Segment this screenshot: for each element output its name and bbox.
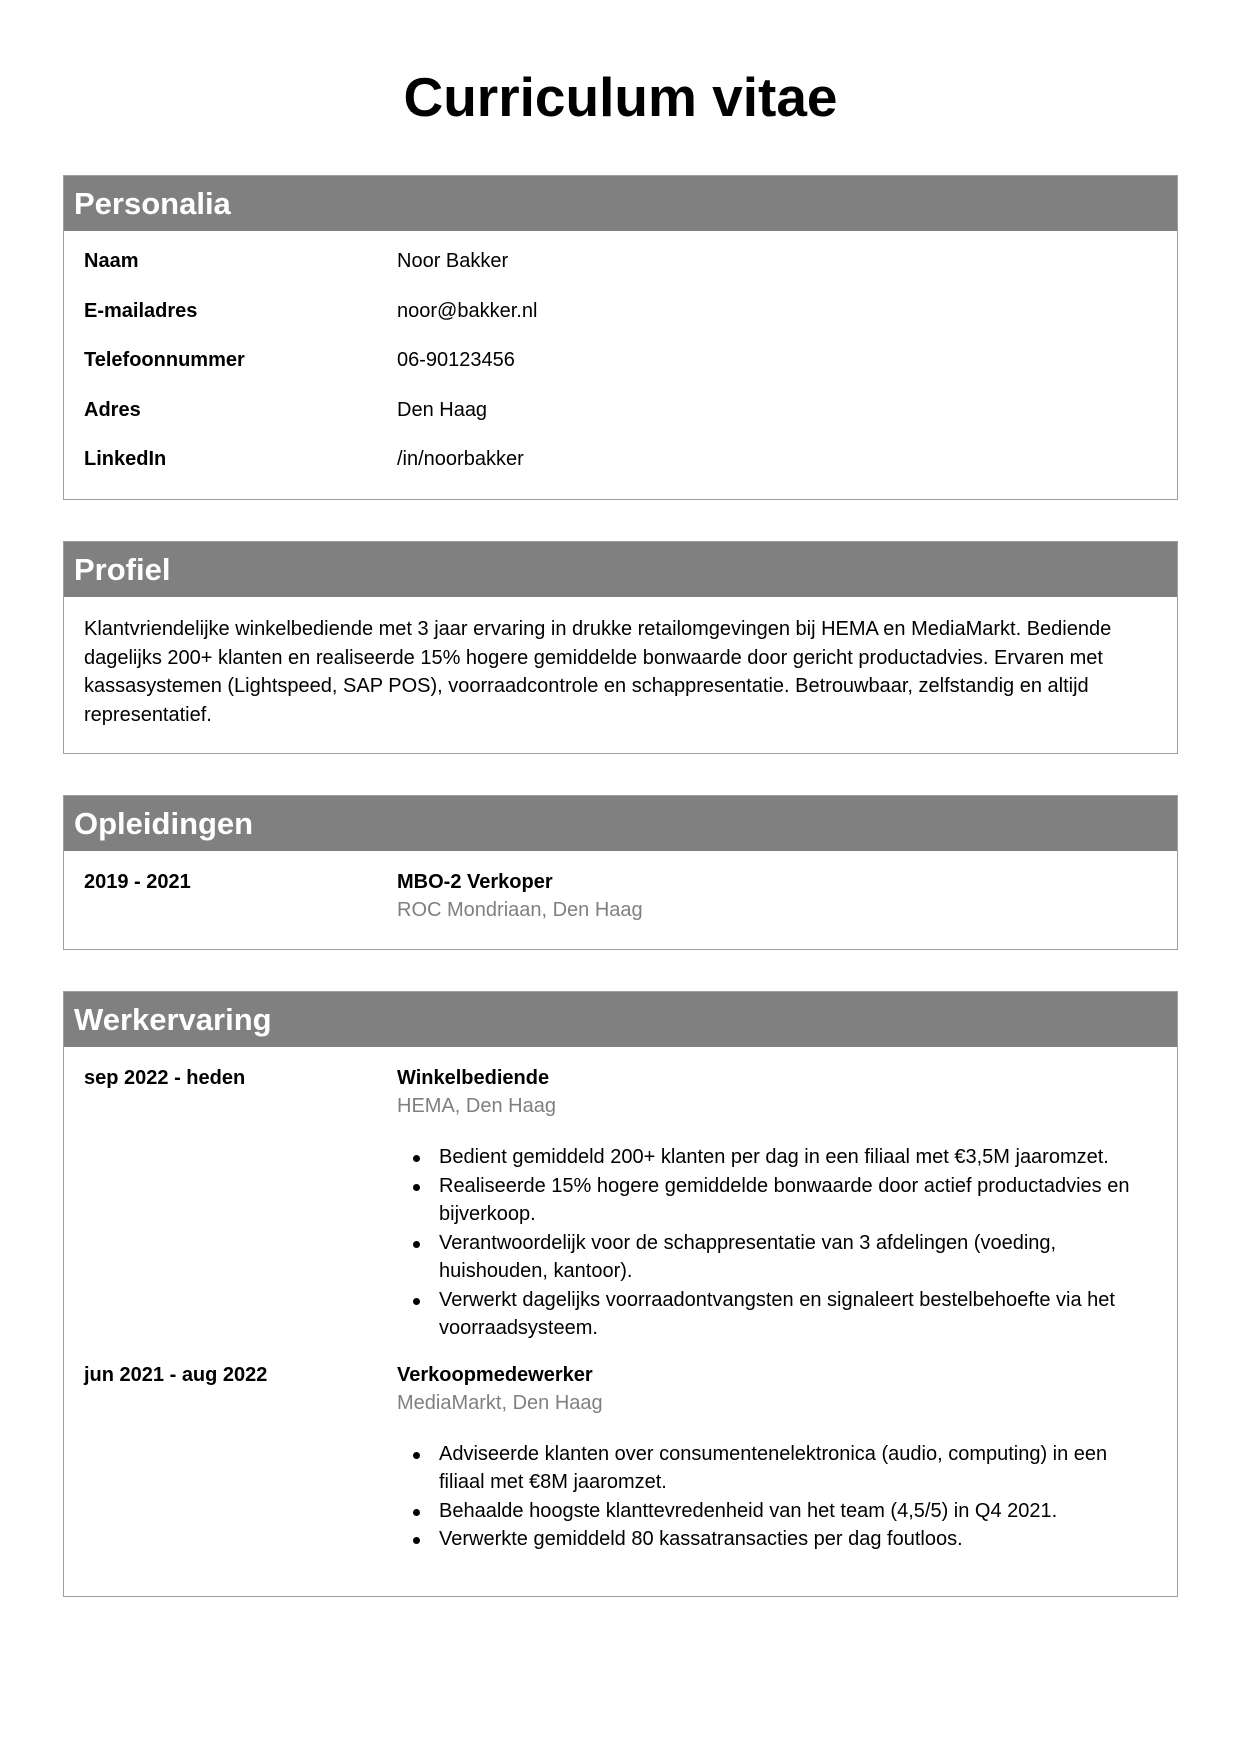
work-entry bbox=[84, 1361, 1157, 1554]
entry-organization: HEMA, Den Haag bbox=[397, 1095, 556, 1117]
werkervaring-body bbox=[64, 1047, 1177, 1572]
section-heading: Werkervaring bbox=[64, 992, 1177, 1047]
section-heading: Opleidingen bbox=[64, 796, 1177, 851]
field-label: Adres bbox=[84, 398, 141, 421]
personalia-row-name bbox=[84, 249, 1157, 274]
field-label: E-mailadres bbox=[84, 299, 198, 322]
bullet-item: Behaalde hoogste klanttevredenheid van het team (4,5/5) in Q4 2021. bbox=[439, 1497, 1157, 1526]
education-entry bbox=[84, 868, 1157, 924]
entry-organization: MediaMarkt, Den Haag bbox=[397, 1391, 603, 1414]
bullet-item: Verantwoordelijk voor de schappresentatie van 3 afdelingen (voeding, huishouden, kantoor). bbox=[439, 1229, 1157, 1286]
entry-period: jun 2021 - aug 2022 bbox=[84, 1363, 268, 1386]
personalia-row-address bbox=[84, 398, 1157, 423]
field-value: Noor Bakker bbox=[397, 250, 509, 272]
entry-title: Verkoopmedewerker bbox=[397, 1363, 593, 1386]
work-entry bbox=[84, 1064, 1157, 1343]
entry-period: 2019 - 2021 bbox=[84, 871, 191, 893]
field-label: Naam bbox=[84, 250, 139, 272]
entry-bullets bbox=[397, 1143, 1157, 1343]
field-value: noor@bakker.nl bbox=[397, 299, 538, 322]
entry-title: MBO-2 Verkoper bbox=[397, 871, 553, 893]
entry-organization: ROC Mondriaan, Den Haag bbox=[397, 899, 643, 921]
bullet-item: Verwerkte gemiddeld 80 kassatransacties per dag foutloos. bbox=[439, 1525, 1157, 1554]
entry-period: sep 2022 - heden bbox=[84, 1067, 246, 1089]
section-heading: Profiel bbox=[64, 542, 1177, 597]
section-opleidingen bbox=[63, 795, 1178, 950]
section-heading: Personalia bbox=[64, 176, 1177, 231]
opleidingen-body bbox=[64, 851, 1177, 942]
section-personalia bbox=[63, 175, 1178, 500]
field-value: 06-90123456 bbox=[397, 349, 515, 371]
personalia-row-email bbox=[84, 299, 1157, 324]
profiel-body bbox=[64, 597, 1177, 747]
entry-details bbox=[397, 868, 1157, 924]
personalia-row-phone bbox=[84, 348, 1157, 373]
field-label: LinkedIn bbox=[84, 448, 167, 470]
bullet-item: Adviseerde klanten over consumentenelektronica (audio, computing) in een filiaal met €8M jaaromzet. bbox=[439, 1440, 1157, 1497]
entry-title: Winkelbediende bbox=[397, 1067, 550, 1089]
section-werkervaring bbox=[63, 991, 1178, 1597]
section-profiel bbox=[63, 541, 1178, 754]
field-label: Telefoonnummer bbox=[84, 349, 245, 371]
entry-details bbox=[397, 1064, 1157, 1343]
personalia-row-linkedin bbox=[84, 447, 1157, 472]
field-value: Den Haag bbox=[397, 398, 488, 421]
field-value: /in/noorbakker bbox=[397, 448, 524, 470]
profile-text: Klantvriendelijke winkelbediende met 3 jaar ervaring in drukke retailomgevingen bij HEMA en MediaMarkt. Bediende dagelijks 200+ klanten en realiseerde 15% hogere gemiddelde bonwaarde door gericht productadvies. Ervaren met kassasystemen (Lightspeed, SAP POS), voorraadcontrole en schappresentatie. Betrouwbaar, zelfstandig en altijd representatief. bbox=[84, 618, 1112, 726]
entry-bullets bbox=[397, 1440, 1157, 1554]
document-title: Curriculum vitae bbox=[403, 66, 838, 128]
entry-details bbox=[397, 1361, 1157, 1554]
personalia-body bbox=[64, 231, 1177, 490]
bullet-item: Bedient gemiddeld 200+ klanten per dag in een filiaal met €3,5M jaaromzet. bbox=[439, 1143, 1157, 1172]
bullet-item: Verwerkt dagelijks voorraadontvangsten en signaleert bestelbehoefte via het voorraadsysteem. bbox=[439, 1286, 1157, 1343]
bullet-item: Realiseerde 15% hogere gemiddelde bonwaarde door actief productadvies en bijverkoop. bbox=[439, 1172, 1157, 1229]
